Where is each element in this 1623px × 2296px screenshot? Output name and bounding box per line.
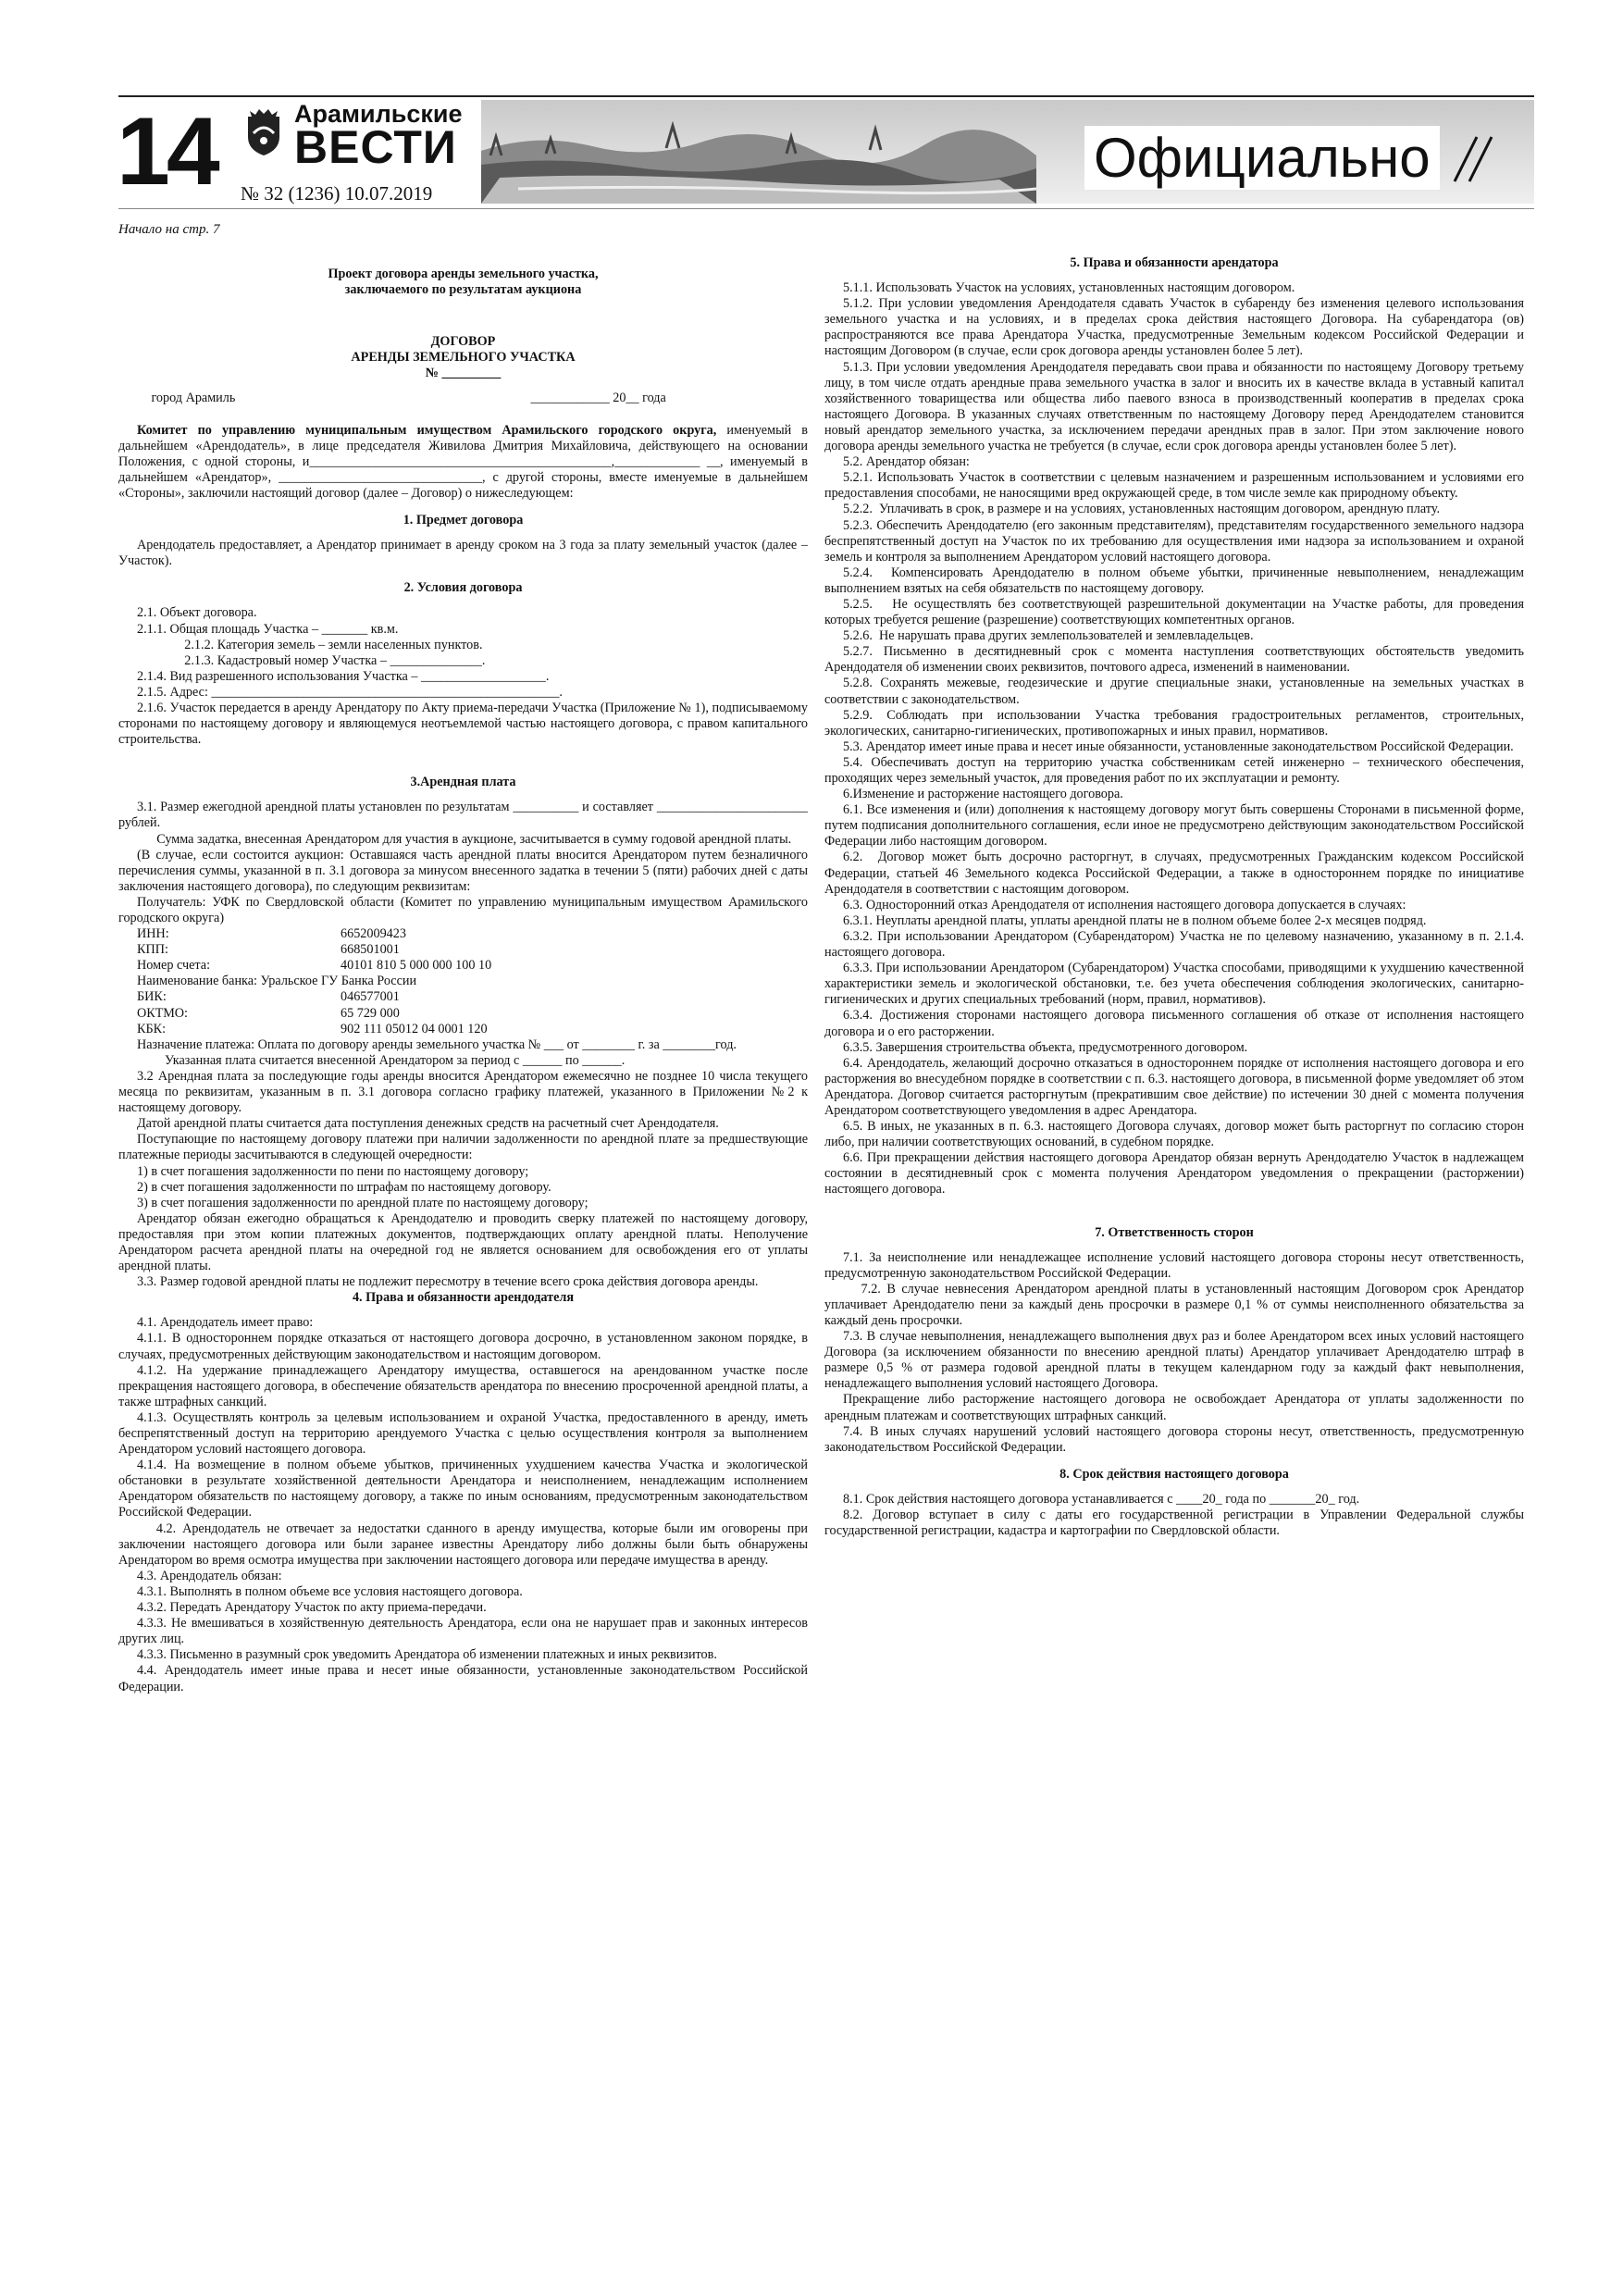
requisite-value: 6652009423 [341, 926, 406, 942]
requisite-row [137, 1006, 808, 1022]
section-heading: 2. Условия договора [403, 580, 523, 596]
section-heading: ДОГОВОР АРЕНДЫ ЗЕМЕЛЬНОГО УЧАСТКА № _________ [351, 334, 576, 381]
paragraph: 4.1.3. Осуществлять контроль за целевым использованием и охраной Участка, предоставленного в аренду, иметь беспрепятственный доступ на территорию арендуемого Участка с целью осуществления контроля за выполнением Арендатором условий настоящего договора. [118, 1409, 812, 1458]
paragraph: 4.4. Арендодатель имеет иные права и несет иные обязанности, установленные законодательством Российской Федерации. [118, 1663, 812, 1694]
spacer [118, 307, 808, 323]
requisite-label: БИК: [137, 989, 167, 1005]
page-number: 14 [117, 98, 217, 205]
paragraph: 3.2 Арендная плата за последующие годы аренды вносится Арендатором ежемесячно не позднее 10 числа текущего месяца по реквизитам, указанным в п. 3.1 договора согласно графику платежей, указанного в Приложении №2 к настоящему договору. [118, 1068, 812, 1116]
paragraph: 2) в счет погашения задолженности по штрафам по настоящему договору. [137, 1179, 551, 1195]
paragraph: 4.3.1. Выполнять в полном объеме все условия настоящего договора. [137, 1583, 523, 1599]
paragraph: 6.3. Односторонний отказ Арендодателя от исполнения настоящего договора допускается в случаях: [843, 897, 1406, 912]
paragraph: 5.2.5. Не осуществлять без соответствующей разрешительной документации на Участке работы, для проведения которых требуется решение (разрешение) соответствующих компетентных органов. [824, 596, 1528, 628]
paragraph: 7.4. В иных случаях нарушений условий настоящего договора стороны несут, ответственность, предусмотренную законодательством Российской Федерации. [824, 1423, 1528, 1455]
paragraph: 5.3. Арендатор имеет иные права и несет иные обязанности, установленные законодательством Российской Федерации. [843, 738, 1514, 754]
section-heading: Проект договора аренды земельного участка, заключаемого по результатам аукциона [328, 267, 599, 298]
paragraph: (В случае, если состоится аукцион: Оставшаяся часть арендной платы вносится Арендатором путем безналичного перечисления суммы, указанной в п. 3.1 договора за минусом внесенного задатка в течении 5 (пяти) рабочих дней с даты заключения настоящего договора), по следующим реквизитам: [118, 847, 812, 894]
left-column [118, 255, 812, 1695]
paragraph: 5.2.1. Использовать Участок в соответствии с целевым назначением и разрешенным использованием и условиями его предоставления способами, не наносящими вред окружающей среде, в том числе земле как природному объекту. [824, 470, 1528, 502]
paragraph: 5.1.2. При условии уведомления Арендодателя сдавать Участок в субаренду без изменения целевого использования земельного участка и на условиях, и в пределах срока действия настоящего Договора. На субарендатора (ов) распространяются все права Арендатора Участка, предусмотренные Земельным кодексом Российской Федерации и настоящим Договором (в случае, если срок договора аренды установлен более 5 лет). [824, 296, 1528, 359]
paragraph: Арендатор обязан ежегодно обращаться к Арендодателю и проводить сверку платежей по настоящему договору, предоставляя при этом копии платежных документов, подтверждающих оплату арендной платы. Неполучение Арендатором расчета арендной платы на очередной год не является основанием для освобождения его от уплаты арендной платы. [118, 1210, 812, 1274]
paragraph: 2.1.5. Адрес: _____________________________________________________. [137, 684, 563, 700]
requisite-label: Номер счета: [137, 958, 211, 974]
paragraph: Указанная плата считается внесенной Арендатором за период с ______ по ______. [165, 1052, 626, 1068]
party-name: Комитет по управлению муниципальным имуществом Арамильского городского округа, [137, 422, 717, 438]
spacer [824, 1198, 1524, 1214]
section-heading: 5. Права и обязанности арендатора [1070, 255, 1279, 270]
paragraph: 6.1. Все изменения и (или) дополнения к настоящему договору могут быть совершены Сторонами в письменной форме, путем подписания дополнительного соглашения, если иное не предусмотрено действующим законодательством Российской Федерации либо настоящим договором. [824, 802, 1528, 850]
requisite-row [137, 989, 808, 1005]
requisite-value: 668501001 [341, 942, 400, 958]
double-slash-icon [1445, 130, 1501, 185]
paragraph-text: именуемый в дальнейшем «Арендодатель», в лице председателя Живилова Дмитрия Михайловича, действующего на основании Положения, с одной стороны, и______________________________________________,_____________ __, именуемый в дальнейшем «Арендатор», _______________________________, с другой стороны, вместе именуемые в дальнейшем «Стороны», заключили настоящий договор (далее – Договор) о нижеследующем: [118, 422, 812, 501]
paragraph: 7.3. В случае невыполнения, ненадлежащего выполнения двух раз и более Арендатором всех иных условий настоящего Договора (за исключением обязанности по внесению арендной платы) Арендатор уплачивает Арендодателю штраф в размере 0,5 % от размера годовой арендной платы в текущем календарном году за каждый факт невыполнения, ненадлежащего выполнения условий настоящего Договора. [824, 1329, 1528, 1392]
paragraph: Прекращение либо расторжение настоящего договора не освобождает Арендатора от уплаты задолженности по арендным платежам и соответствующих штрафных санкций. [824, 1392, 1528, 1423]
paragraph: 4.1. Арендодатель имеет право: [137, 1315, 314, 1331]
paragraph: Назначение платежа: Оплата по договору аренды земельного участка № ___ от ________ г. за ________год. [137, 1036, 737, 1052]
paragraph: 5.1.3. При условии уведомления Арендодателя передавать свои права и обязанности по настоящему Договору третьему лицу, в том числе отдать арендные права земельного участка в залог и вносить их в качестве вклада в уставный капитал хозяйственного товарищества или общества либо паевого взноса в производственный кооператив в пределах срока настоящего Договора. В указанных случаях ответственным по настоящему Договору перед Арендодателем становится новый арендатор земельного участка, за исключением передачи арендных прав в залог. При этом заключение нового договора аренды земельного участка не требуется (в случае, если срок договора аренды установлен более 5 лет). [824, 359, 1528, 454]
section-heading: 3.Арендная плата [410, 775, 516, 790]
paragraph: Арендодатель предоставляет, а Арендатор принимает в аренду сроком на 3 года за плату земельный участок (далее – Участок). [118, 538, 812, 569]
paragraph: 6.Изменение и расторжение настоящего договора. [843, 787, 1123, 802]
paragraph: 6.6. При прекращении действия настоящего договора Арендатор обязан вернуть Арендодателю Участок в надлежащем состоянии в десятидневный срок с момента получения Арендатором уведомления о прекращении (расторжении) настоящего договора. [824, 1150, 1528, 1198]
paragraph [118, 422, 812, 502]
section-heading: 4. Права и обязанности арендодателя [352, 1290, 575, 1306]
paragraph: 4.1.2. На удержание принадлежащего Арендатору имущества, оставшегося на арендованном участке после прекращения настоящего договора, в обеспечение обязательств арендатора по внесению просроченной арендной платы, а также штрафных санкций. [118, 1362, 812, 1409]
paragraph: 6.3.1. Неуплаты арендной платы, уплаты арендной платы не в полном объеме более 2-х месяцев подряд. [843, 912, 1427, 928]
paragraph: 5.2.9. Соблюдать при использовании Участка требования градостроительных регламентов, строительных, экологических, санитарно-гигиенических, противопожарных и иных правил, нормативов. [824, 707, 1528, 738]
paragraph: 2.1.1. Общая площадь Участка – _______ кв.м. [137, 621, 399, 637]
paragraph: Сумма задатка, внесенная Арендатором для участия в аукционе, засчитывается в сумму годовой арендной платы. [137, 831, 792, 847]
section-heading: 8. Срок действия настоящего договора [1059, 1466, 1289, 1482]
logo-brand-name: ВЕСТИ [294, 121, 457, 173]
paragraph: Датой арендной платы считается дата поступления денежных средств на расчетный счет Арендодателя. [137, 1116, 719, 1132]
requisite-value: 40101 810 5 000 000 100 10 [341, 958, 492, 974]
paragraph: 5.2.8. Сохранять межевые, геодезические и другие специальные знаки, установленные на земельных участках в соответствии с законодательством. [824, 676, 1528, 707]
paragraph: 4.1.4. На возмещение в полном объеме убытков, причиненных ухудшением качества Участка и экологической обстановки в результате хозяйственной деятельности Арендатора и неисполнением, ненадлежащим исполнением Арендатором обязательств по настоящему договору, а также по иным основаниям, предусмотренным законодательством Российской Федерации. [118, 1458, 812, 1520]
requisite-label: ОКТМО: [137, 1005, 188, 1021]
paragraph: Наименование банка: Уральское ГУ Банка России [137, 974, 417, 989]
requisite-value: 902 111 05012 04 0001 120 [341, 1021, 488, 1036]
requisite-label: ИНН: [137, 926, 169, 942]
paragraph: 4.3. Арендодатель обязан: [137, 1568, 282, 1583]
paragraph: 1) в счет погашения задолженности по пени по настоящему договору; [137, 1163, 529, 1179]
paragraph: 5.2. Арендатор обязан: [843, 454, 970, 470]
paragraph: 2.1.3. Кадастровый номер Участка – ______________. [165, 652, 486, 668]
paragraph: 5.1.1. Использовать Участок на условиях, установленных настоящим договором. [843, 280, 1295, 296]
paragraph: 4.3.2. Передать Арендатору Участок по акту приема-передачи. [137, 1600, 487, 1616]
section-title: Официально [1084, 126, 1440, 190]
paragraph: 4.3.3. Письменно в разумный срок уведомить Арендатора об изменении платежных и иных реквизитов. [137, 1647, 717, 1663]
paragraph: 6.3.4. Достижения сторонами настоящего договора письменного соглашения об отказе от исполнения настоящего договора и о его расторжении. [824, 1008, 1528, 1039]
requisite-value: 65 729 000 [341, 1005, 400, 1021]
section-heading: 1. Предмет договора [403, 513, 524, 528]
paragraph: 5.4. Обеспечивать доступ на территорию участка собственникам сетей инженерно – технического обеспечения, проходящих через земельный участок, для проведения работ по их эксплуатации и ремонту. [824, 754, 1528, 786]
paragraph: 5.2.2. Уплачивать в срок, в размере и на условиях, установленных настоящим договором, арендную плату. [843, 502, 1441, 517]
paragraph: город Арамиль ____________ 20__ года [118, 391, 666, 406]
requisite-row [137, 942, 808, 958]
header-top-rule [118, 95, 1534, 97]
paragraph: 5.2.7. Письменно в десятидневный срок с момента наступления соответствующих обстоятельств уведомить Арендодателя об изменении своих реквизитов, почтового адреса, изменений в наименовании. [824, 644, 1528, 676]
spacer [118, 748, 808, 763]
paragraph: 4.2. Арендодатель не отвечает за недостатки сданного в аренду имущества, которые были им оговорены при заключении настоящего договора или были заранее известны Арендатору либо должны были быть обнаружены Арендатором во время осмотра имущества при заключении настоящего договора или передаче имущества в аренду. [118, 1520, 812, 1568]
requisite-row [137, 1022, 808, 1037]
header-bottom-rule [118, 208, 1534, 209]
paragraph: 6.4. Арендодатель, желающий досрочно отказаться в одностороннем порядке от исполнения настоящего договора и его расторжения во внесудебном порядке в соответствии с п. 6.3. настоящего договора, в письменной форме уведомляет об этом Арендатора. Договор считается расторгнутым (прекратившим свое действие) по истечении 30 дней с момента получения Арендатором соответствующего уведомления в адрес Арендатора. [824, 1055, 1528, 1118]
paragraph: 8.1. Срок действия настоящего договора устанавливается с ____20_ года по _______20_ год. [843, 1491, 1360, 1507]
continued-note: Начало на стр. 7 [118, 222, 220, 237]
paragraph: 4.1.1. В одностороннем порядке отказаться от настоящего договора досрочно, в установленном законом порядке, в случаях, предусмотренных действующим законодательством и настоящим договором. [118, 1331, 812, 1362]
paragraph: Получатель: УФК по Свердловской области (Комитет по управлению муниципальным имуществом Арамильского городского округа) [118, 894, 812, 925]
paragraph: 6.5. В иных, не указанных в п. 6.3. настоящего Договора случаях, договор может быть расторгнут по согласию сторон либо, при наличии соответствующих оснований, в судебном порядке. [824, 1119, 1528, 1150]
requisite-row [137, 926, 808, 942]
paragraph: 3.1. Размер ежегодной арендной платы установлен по результатам __________ и составляет _______________________ рублей. [118, 800, 812, 831]
requisite-label: КБК: [137, 1021, 167, 1036]
logo-city-name: Арамильские [294, 100, 463, 128]
issue-number: № 32 (1236) 10.07.2019 [241, 182, 433, 205]
requisite-row [137, 958, 808, 974]
paragraph: 2.1. Объект договора. [137, 605, 257, 621]
paragraph: 7.2. В случае невнесения Арендатором арендной платы в установленный настоящим Договором срок Арендатор уплачивает Арендодателю пени за каждый день просрочки в размере 0,1 % от суммы неисполненного обязательства за каждый день просрочки. [824, 1281, 1528, 1328]
paragraph: 5.2.4. Компенсировать Арендодателю в полном объеме убытки, причиненные невыполнением, ненадлежащим выполнением взятых на себя обязательств по настоящему договору. [824, 565, 1528, 596]
paragraph: 6.3.3. При использовании Арендатором (Субарендатором) Участка способами, приводящими к ухудшению качественной характеристики земель и экологической обстановки, т.е. без учета обеспечения соблюдения экологических, санитарно-гигиенических и других специальных требований (норм, правил, нормативов). [824, 961, 1528, 1008]
coat-of-arms-icon [242, 105, 285, 157]
requisite-label: КПП: [137, 942, 168, 958]
paragraph: 7.1. За неисполнение или ненадлежащее исполнение условий настоящего договора стороны несут ответственность, предусмотренную законодательством Российской Федерации. [824, 1249, 1528, 1281]
section-heading: 7. Ответственность сторон [1095, 1224, 1254, 1240]
right-column [824, 255, 1528, 1539]
paragraph: 6.2. Договор может быть досрочно расторгнут, в случаях, предусмотренных Гражданским кодексом Российской Федерации, статьей 46 Земельного кодекса Российской Федерации, а также в одностороннем порядке по инициативе Арендодателя в соответствии с настоящим договором. [824, 850, 1528, 897]
spacer [118, 407, 808, 423]
paragraph: 2.1.4. Вид разрешенного использования Участка – ___________________. [137, 668, 550, 684]
paragraph: 8.2. Договор вступает в силу с даты его государственной регистрации в Управлении Федеральной службы государственной регистрации, кадастра и картографии по Свердловской области. [824, 1508, 1528, 1539]
paragraph: 3) в счет погашения задолженности по арендной плате по настоящему договору; [137, 1195, 588, 1210]
paragraph: 5.2.3. Обеспечить Арендодателю (его законным представителям), представителям государственного земельного надзора беспрепятственный доступ на Участок по их требованию для осуществления ими надзора за использованием и охраной земель и контроля за выполнением Арендатором условий настоящего договора. [824, 517, 1528, 565]
paragraph: 6.3.5. Завершения строительства объекта, предусмотренного договором. [843, 1039, 1248, 1055]
paragraph: 4.3.3. Не вмешиваться в хозяйственную деятельность Арендатора, если она не нарушает прав и законных интересов других лиц. [118, 1616, 812, 1647]
paragraph: Поступающие по настоящему договору платежи при наличии задолженности по арендной плате за предшествующие платежные периоды засчитываются в следующей очередности: [118, 1132, 812, 1163]
paragraph: 3.3. Размер годовой арендной платы не подлежит пересмотру в течение всего срока действия договора аренды. [137, 1274, 759, 1290]
paragraph: 2.1.6. Участок передается в аренду Арендатору по Акту приема-передачи Участка (Приложение № 1), подписываемому сторонами по настоящему договору и являющемуся неотъемлемой частью настоящего договора, с правом капитального строительства. [118, 700, 812, 748]
paragraph: 2.1.2. Категория земель – земли населенных пунктов. [165, 637, 483, 652]
paragraph: 5.2.6. Не нарушать права других землепользователей и землевладельцев. [843, 628, 1254, 644]
paragraph: 6.3.2. При использовании Арендатором (Субарендатором) Участка не по целевому назначению, указанному в п. 2.1.4. настоящего договора. [824, 928, 1528, 961]
requisite-value: 046577001 [341, 989, 400, 1005]
